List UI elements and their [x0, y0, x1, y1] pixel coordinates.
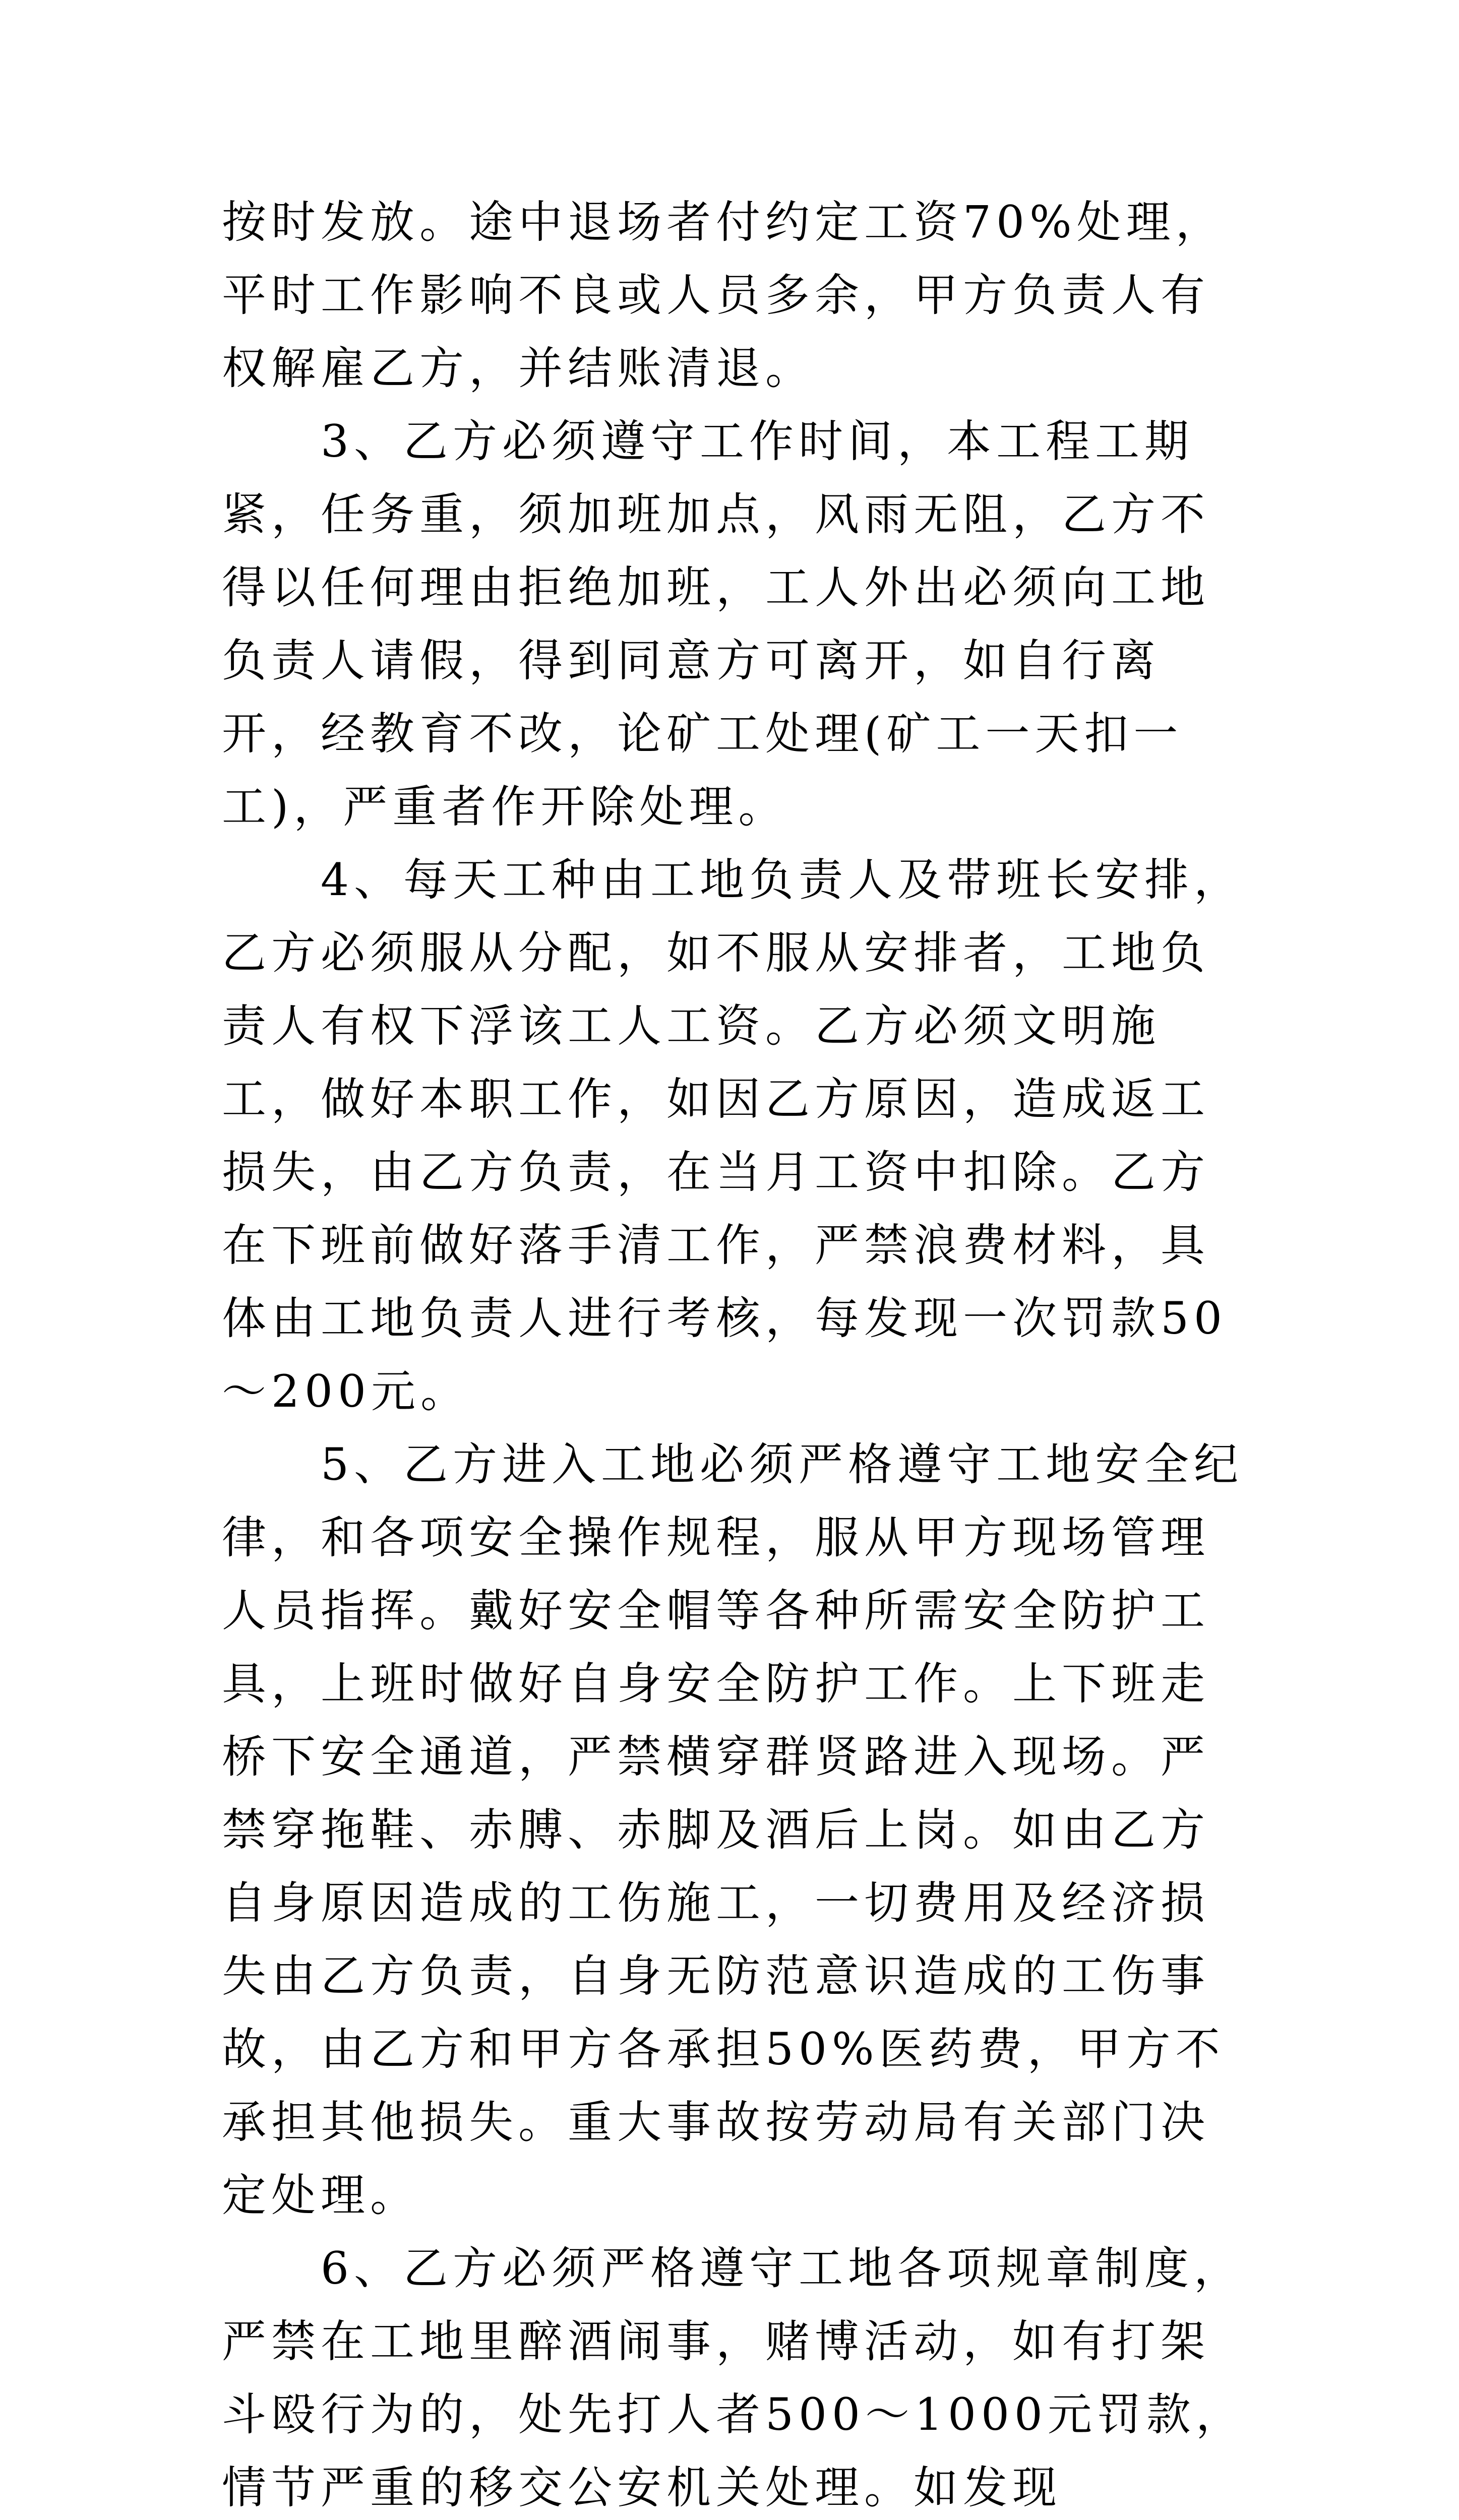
paragraph-clause-3: 3、乙方必须遵守工作时间，本工程工期紧，任务重，须加班加点，风雨无阻，乙方不得以任何理由拒绝加班，工人外出必须向工地负责人请假，得到同意方可离开，如自行离开，经教育不改，论矿工处理(矿工一天扣一工)，严重者作开除处理。 — [222, 415, 1210, 833]
paragraph-continuation: 按时发放。途中退场者付约定工资70%处理，平时工作影响不良或人员多余，甲方负责人有权解雇乙方，并结账清退。 — [222, 196, 1225, 394]
paragraph-clause-5: 5、乙方进入工地必须严格遵守工地安全纪律，和各项安全操作规程，服从甲方现场管理人员指挥。戴好安全帽等各种所需安全防护工具，上班时做好自身安全防护工作。上下班走桥下安全通道，严禁横穿群贤路进入现场。严禁穿拖鞋、赤膊、赤脚及酒后上岗。如由乙方自身原因造成的工伤施工，一切费用及经济损失由乙方负责，自身无防范意识造成的工伤事故，由乙方和甲方各承担50%医药费，甲方不承担其他损失。重大事故按劳动局有关部门决定处理。 — [222, 1438, 1243, 2221]
paragraph-clause-6: 6、乙方必须严格遵守工地各项规章制度，严禁在工地里醉酒闹事，赌博活动，如有打架斗殴行为的，处先打人者500～1000元罚款，情节严重的移交公安机关处理。如发现 — [222, 2242, 1245, 2513]
paragraph-clause-4: 4、每天工种由工地负责人及带班长安排，乙方必须服从分配，如不服从安排者，工地负责人有权下浮该工人工资。乙方必须文明施工，做好本职工作，如因乙方原因，造成返工损失，由乙方负责，在当月工资中扣除。乙方在下班前做好落手清工作，严禁浪费材料，具体由工地负责人进行考核，每发现一次罚款50～200元。 — [222, 854, 1243, 1417]
document-body — [222, 185, 1250, 2520]
